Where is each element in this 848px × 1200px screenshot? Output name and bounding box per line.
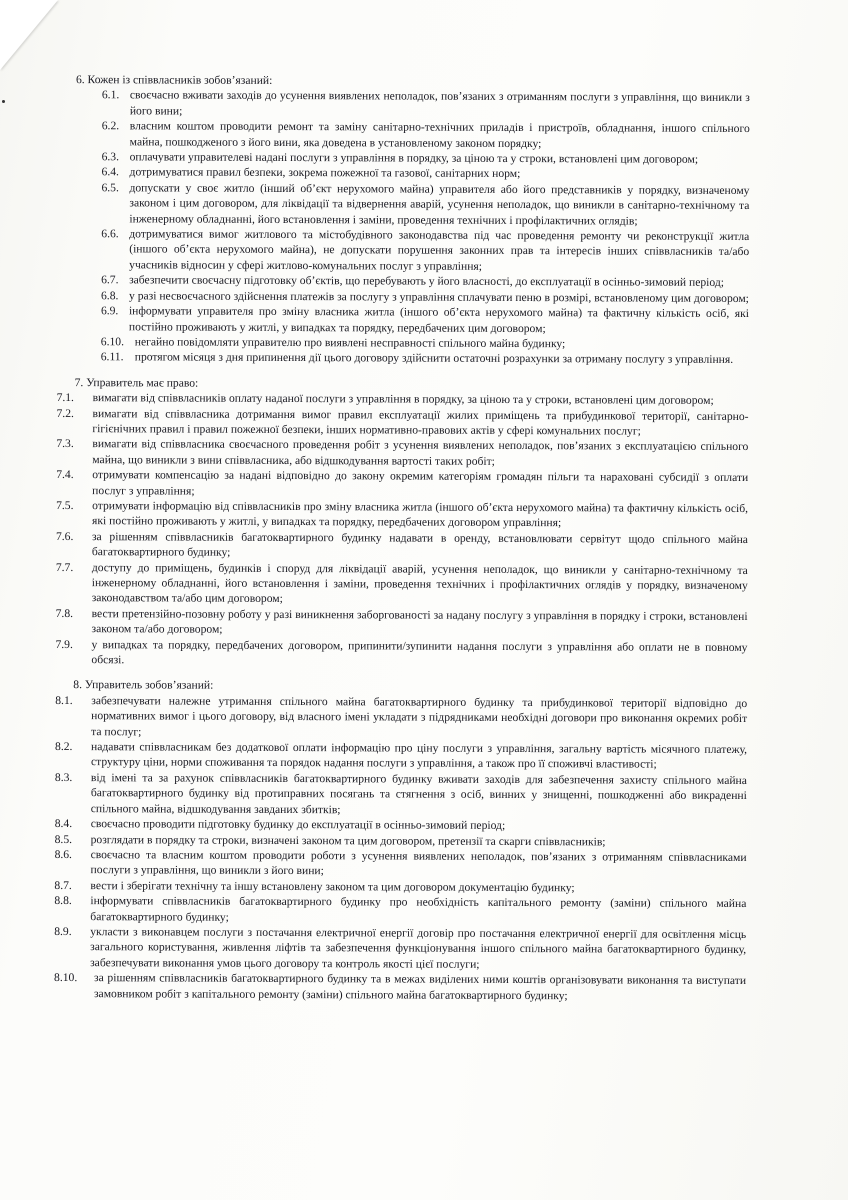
clause-text: доступу до приміщень, будинків і споруд для ліквідації аварій, усунення неполадок, що виникли у санітарно-технічному та інженерному обладнанні, його встановлення і заміни, проведення технічних і профілактичних оглядів у порядку, визначеному законодавством та/або цим договором; xyxy=(91,560,748,606)
clause-number: 7.5. xyxy=(56,498,74,513)
clause xyxy=(56,467,748,501)
clause-number: 7.4. xyxy=(56,468,74,482)
clause-text: забезпечити своєчасну підготовку об’єктів, що перебувають у його власності, до експлуатації в осінньо-зимовий період; xyxy=(129,273,725,290)
clause-text: укласти з виконавцем послуги з постачання електричної енергії договір про постачання електричної енергії для освітлення місць загального користування, живлення ліфтів та забезпечення функціонування іншого спільного майна багатоквартирного будинку, забезпечувати виконання умов цього договору та контроль якості цієї послуги; xyxy=(90,925,747,971)
clause-text: забезпечувати належне утримання спільного майна багатоквартирного будинку та прибудинкової території відповідно до нормативних вимог і цього договору, від власного імені укладати з підрядниками необхідні договори про виконання окремих робіт та послуг; xyxy=(91,693,748,739)
clause-text: негайно повідомляти управителю про виявлені несправності спільного майна будинку; xyxy=(134,335,566,351)
clause-text: протягом місяця з дня припинення дії цього договору здійснити остаточні розрахунки за отриману послугу з управління. xyxy=(134,350,734,367)
clause-number: 6.4. xyxy=(101,165,119,179)
clause-text: надавати співвласникам без додаткової оплати інформацію про ціну послуги з управління, загальну вартість місячного платежу, структуру ціни, норми споживання та порядок надання послуги з управління, а також про її споживчі властивості; xyxy=(90,740,748,772)
clause-text: вимагати від співвласника дотримання вимог правил експлуатації жилих приміщень та прибудинкової території, санітарно-гігієнічних правил і правил пожежної безпеки, інших нормативно-правових актів у сфері комунальних послуг; xyxy=(92,406,749,438)
clause xyxy=(55,693,747,742)
clause-number: 6.11. xyxy=(100,350,124,364)
clause-text: допускати у своє житло (інший об’єкт нерухомого майна) управителя або його представників у порядку, визначеному законом і цим договором, для ліквідації та відвернення аварій, усунення неполадок, що виникли в санітарно-технічному та інженерному обладнанні, його встановлення і заміни, проведення технічних і профілактичних оглядів; xyxy=(129,181,750,228)
clause-text: вимагати від співвласника своєчасного проведення робіт з усунення виявлених неполадок, пов’язаних з експлуатацією спільного майна, що виникли з вини співвласника, або відшкодування вартості таких робіт; xyxy=(92,437,749,468)
clause xyxy=(56,529,748,563)
clause-number: 6.10. xyxy=(100,335,125,349)
clause xyxy=(58,118,750,152)
clause xyxy=(58,87,750,121)
clause-text: отримувати компенсацію за надані відповідно до закону окремим категоріям громадян пільги та нараховані субсидії з оплати послуг з управління; xyxy=(92,468,749,498)
folded-corner xyxy=(0,0,58,70)
clause-number: 8.3. xyxy=(54,770,73,784)
clause-number: 8.1. xyxy=(55,693,73,707)
section-title: 7. Управитель має право: xyxy=(74,375,199,390)
clause-number: 8.7. xyxy=(54,878,72,892)
clause-text: від імені та за рахунок співвласників багатоквартирного будинку вживати заходів для забезпечення захисту спільного майна багатоквартирного будинку від протиправних посягань та стягнення з осіб, винних у знищенні, пошкодженні або викраденні спільного майна, відшкодування завданих збитків; xyxy=(90,771,747,816)
clause-number: 8.9. xyxy=(54,924,72,939)
section-7 xyxy=(55,375,748,671)
clause-number: 6.3. xyxy=(101,150,120,164)
clause xyxy=(54,924,746,973)
clause xyxy=(57,349,749,367)
clause-number: 6.9. xyxy=(100,304,119,318)
clause-text: інформувати співвласників багатоквартирного будинку про необхідність капітального ремонту (заміни) спільного майна багатоквартирного будинку; xyxy=(90,894,747,924)
clause-number: 6.7. xyxy=(101,273,119,287)
clause-text: вести претензійно-позовну роботу у разі виникнення заборгованості за надану послугу з управління в порядку і строки, встановлені законом та/або договором; xyxy=(91,606,748,636)
clause xyxy=(54,970,746,1004)
clause-text: у випадках та порядку, передбачених договором, припинити/зупинити надання послуги з управління або оплати не в повному обсязі. xyxy=(91,637,748,667)
clause-number: 7.7. xyxy=(55,560,74,574)
clause-text: за рішенням співвласників багатоквартирного будинку та в межах виділених ними коштів організовувати виконання та виступати замовником робіт з капітального ремонту (заміни) спільного майна багатоквартирного будинку; xyxy=(93,971,747,1002)
clause xyxy=(56,406,748,440)
clause-number: 8.5. xyxy=(54,832,73,846)
contract-text xyxy=(54,72,750,1004)
clause-text: у разі несвоєчасного здійснення платежів за послугу з управління сплачувати пеню в розмірі, встановленому цим договором; xyxy=(128,288,749,305)
clause xyxy=(57,226,749,275)
clause-text: своєчасно вживати заходів до усунення виявлених неполадок, пов’язаних з отриманням послуги з управління, що виникли з його вини; xyxy=(129,88,750,118)
clause-text: дотримуватися вимог житлового та містобудівного законодавства під час проведення ремонту чи реконструкції житла (іншого об’єкта нерухомого майна), не допускати порушення законних прав та інтересів інших співвласників та/або учасників відносин у сфері житлово-комунальних послуг з управління; xyxy=(129,227,750,273)
clause-number: 8.4. xyxy=(54,817,73,831)
clause xyxy=(56,560,748,609)
section-title: 6. Кожен із співвласників зобов’язаний: xyxy=(75,73,273,87)
clause xyxy=(56,606,748,640)
clause-text: за рішенням співвласників багатоквартирного будинку надавати в оренду, встановлювати сервітут щодо спільного майна багатоквартирного будинку; xyxy=(91,529,748,559)
clause-number: 7.8. xyxy=(55,606,74,620)
clause-number: 6.8. xyxy=(100,288,119,302)
clause xyxy=(57,180,749,229)
clause-text: інформувати управителя про зміну власника житла (іншого об’єкта нерухомого майна) та фактичну кількість осіб, які постійно проживають у житлі, у випадках та порядку, передбачених цим договором; xyxy=(128,304,749,335)
clause-number: 6.6. xyxy=(101,227,119,241)
clause xyxy=(55,739,747,773)
clause-text: дотримуватися правил безпеки, зокрема пожежної та газової, санітарних норм; xyxy=(129,165,521,181)
clause-number: 6.2. xyxy=(101,119,120,133)
clause-number: 8.10. xyxy=(54,971,78,985)
clause-number: 7.1. xyxy=(56,391,74,405)
clause xyxy=(56,498,748,532)
ink-dot xyxy=(2,100,5,103)
clause xyxy=(54,847,746,881)
clause-text: вести і зберігати технічну та іншу встановлену законом та цим договором документацію будинку; xyxy=(90,878,575,894)
clause-number: 8.6. xyxy=(54,847,73,861)
clause-number: 6.1. xyxy=(101,88,120,102)
clause xyxy=(54,893,746,927)
clause-number: 7.6. xyxy=(55,529,74,543)
clause xyxy=(57,303,749,337)
clause-text: отримувати інформацію від співвласників про зміну власника житла (іншого об’єкта нерухомого майна) та фактичну кількість осіб, які постійно проживають у житлі, у випадках та порядку, передбачених договором управління; xyxy=(92,499,749,530)
clause-number: 7.9. xyxy=(55,637,73,651)
section-8 xyxy=(54,677,747,1004)
clause xyxy=(55,637,747,671)
section-title: 8. Управитель зобов’язаний: xyxy=(73,678,214,693)
clause-number: 7.3. xyxy=(56,437,74,451)
clause xyxy=(56,436,748,470)
clause-text: вимагати від співвласників оплату наданої послуги з управління в порядку, за ціною та у строки, встановлені цим договором; xyxy=(92,391,714,407)
clause-text: своєчасно проводити підготовку будинку до експлуатації в осінньо-зимовий період; xyxy=(90,817,506,833)
section-6 xyxy=(57,72,750,368)
clause-number: 7.2. xyxy=(56,406,74,420)
clause-number: 8.2. xyxy=(55,740,73,754)
clause-text: своєчасно та власним коштом проводити роботи з усунення виявлених неполадок, пов’язаних з отриманням співвласниками послуги з управління, що виникли з його вини; xyxy=(90,848,747,878)
clause-text: власним коштом проводити ремонт та заміну санітарно-технічних приладів і пристроїв, обладнання, іншого спільного майна, пошкодженого з його вини, яка доведена в установленому законом порядку; xyxy=(129,119,750,150)
clause xyxy=(55,770,747,819)
clause-text: розглядати в порядку та строки, визначені законом та цим договором, претензії та скарги співвласників; xyxy=(90,832,606,848)
clause-number: 6.5. xyxy=(101,181,119,195)
clause-text: оплачувати управителеві надані послуги з управління в порядку, за ціною та у строки, встановлені цим договором; xyxy=(129,150,699,166)
clause-number: 8.8. xyxy=(54,894,72,908)
